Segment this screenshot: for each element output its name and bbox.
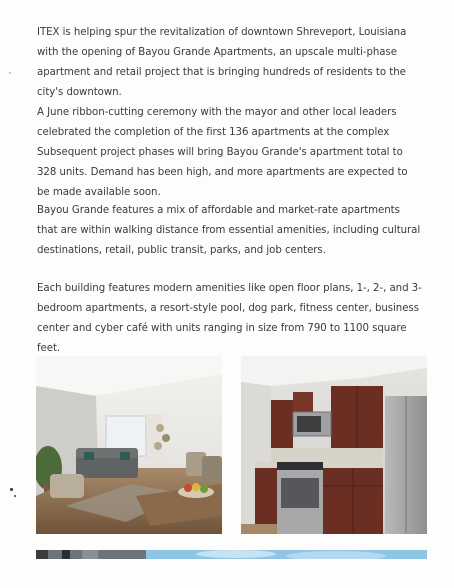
scan-speck xyxy=(10,488,13,491)
living-room-illustration xyxy=(36,356,222,534)
kitchen-illustration xyxy=(241,356,427,534)
paragraph-intro: ITEX is helping spur the revitalization of downtown Shreveport, Louisiana with the opening of Bayou Grande Apartments, an upscale multi-phase apartment and retail project that is bringing hundreds of residents to the city's downtown. xyxy=(37,27,407,98)
scan-speck xyxy=(9,72,11,74)
paragraph-ribbon-cutting: A June ribbon-cutting ceremony with the mayor and other local leaders celebrated the completion of the first 136 apartments at the complex Subsequent project phases will bring Bayou Grande's apartment total to 328 units. Demand has been high, and more apartments are expected to be made available soon. xyxy=(37,107,408,198)
bottom-photo-strip xyxy=(36,547,427,559)
paragraph-features: Bayou Grande features a mix of affordable and market-rate apartments that are within walking distance from essential amenities, including cultural destinations, retail, public transit, parks, and job centers. xyxy=(37,205,421,256)
living-room-photo xyxy=(36,356,222,534)
paragraph-amenities: Each building features modern amenities like open floor plans, 1-, 2-, and 3-bedroom apartments, a resort-style pool, dog park, fitness center, business center and cyber café with units ranging in size from 790 to 1100 square feet. xyxy=(37,283,422,354)
cropped-photo-strip xyxy=(36,550,427,559)
scan-speck xyxy=(14,495,16,497)
kitchen-photo xyxy=(241,356,427,534)
